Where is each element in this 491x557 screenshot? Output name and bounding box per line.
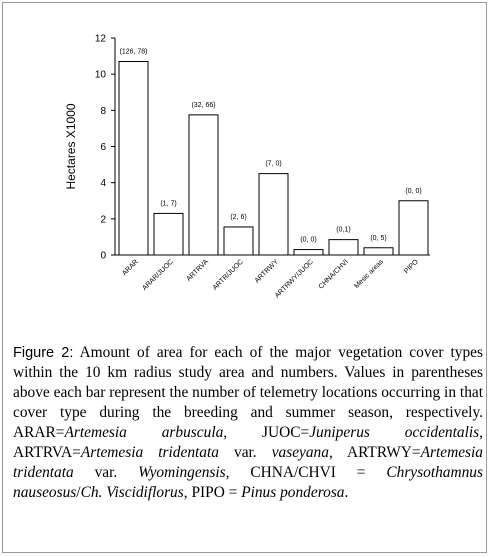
caption-text: , ARTRWY= — [328, 444, 421, 461]
caption-text: , JUOC= — [223, 424, 310, 441]
caption-text: . — [344, 484, 349, 501]
x-tick-label: ARTRWY — [253, 258, 280, 285]
bar — [329, 240, 358, 255]
y-tick-label: 6 — [100, 142, 106, 153]
caption-text: var. — [218, 444, 272, 461]
caption-species: Artemesia tridentata — [13, 444, 483, 481]
x-tick-label: ARTRWY/JUOC — [273, 258, 315, 300]
bar — [399, 201, 428, 255]
caption-species: Pinus ponderosa — [241, 484, 345, 501]
bar-data-label: (0, 0) — [405, 187, 422, 195]
bar-data-label: (2, 6) — [230, 213, 247, 221]
y-axis-label: Hectares X1000 — [64, 103, 78, 190]
caption-label: Figure 2: — [13, 345, 74, 361]
bar — [294, 250, 323, 255]
x-tick-label: PIPO — [403, 258, 420, 276]
y-tick-label: 4 — [100, 178, 106, 190]
caption-species: Chrysothamnus nauseosus — [13, 464, 483, 501]
y-tick-label: 0 — [100, 250, 106, 262]
bar-data-label: (0, 5) — [370, 234, 387, 242]
x-tick-label: Mesic areas — [353, 258, 385, 291]
y-tick-label: 8 — [100, 105, 106, 117]
caption-text: , ARTRVA= — [13, 424, 483, 461]
bar — [224, 227, 253, 255]
caption-text: / — [76, 484, 81, 501]
bar-chart — [3, 3, 488, 333]
bar — [259, 174, 288, 255]
x-tick-label: ARAR/JUOC — [141, 258, 175, 293]
x-tick-label: ARAR — [121, 258, 140, 278]
caption-species: vaseyana — [271, 444, 329, 461]
bar-data-label: (32, 66) — [191, 101, 216, 109]
bar-data-label: (1, 7) — [160, 200, 177, 208]
caption-species: Artemesia tridentata — [80, 444, 219, 461]
y-tick-label: 10 — [94, 69, 106, 81]
x-tick-label: ARTRVA — [185, 258, 210, 283]
x-tick-label: ARTR/JUOC — [211, 258, 245, 292]
bar-data-label: (126, 78) — [119, 48, 148, 56]
y-tick-label: 2 — [100, 214, 106, 226]
bar — [189, 115, 218, 255]
caption-species: Juniperus occidentalis — [309, 424, 480, 441]
caption-text: Amount of area for each of the major vegetation cover types within the 10 km radius study area and numbers. Values in parentheses above each bar represent the number of telemetry locations occurring in that cover type during the breeding and summer season, respectively. ARAR= — [13, 344, 483, 441]
caption-text: var. — [73, 464, 139, 481]
bar-data-label: (0,1) — [336, 226, 351, 234]
figure-frame — [2, 2, 487, 553]
caption-species: Ch. Viscidiflorus — [80, 484, 184, 501]
bar — [119, 62, 148, 255]
bar — [154, 213, 183, 255]
bar-data-label: (0, 0) — [300, 236, 317, 244]
caption-text: , PIPO = — [183, 484, 242, 501]
x-tick-label: CHNA/CHVI — [317, 258, 350, 291]
bar-data-label: (7, 0) — [265, 160, 282, 168]
caption-species: Artemesia arbuscula — [64, 424, 224, 441]
y-tick-label: 12 — [94, 33, 106, 45]
figure-caption — [13, 343, 483, 503]
caption-text: , CHNA/CHVI = — [225, 464, 387, 481]
caption-species: Wyomingensis — [138, 464, 226, 481]
bar — [364, 248, 393, 255]
